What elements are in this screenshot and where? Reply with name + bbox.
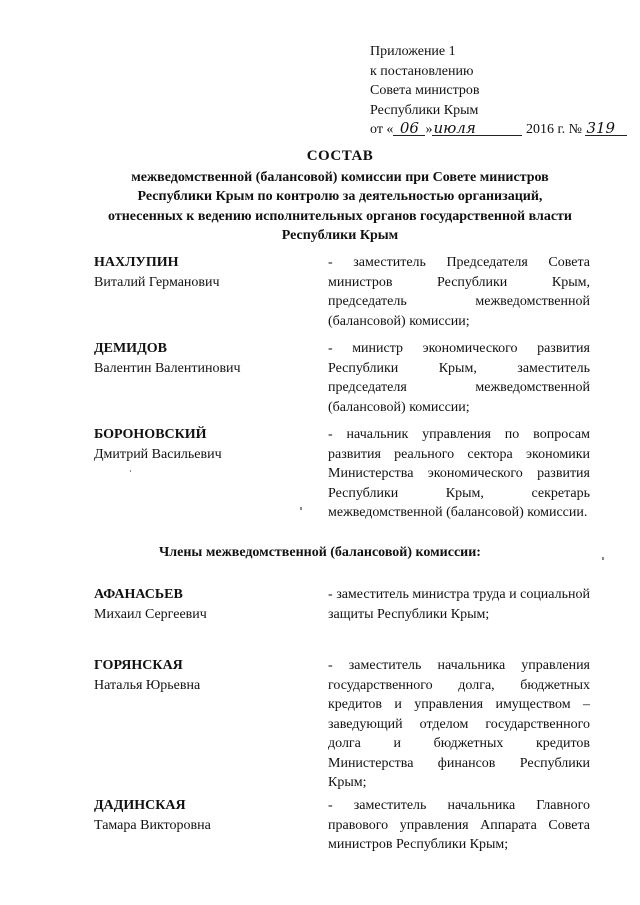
members-heading: Члены межведомственной (балансовой) комиссии: bbox=[159, 545, 481, 560]
date-year: 2016 г. № bbox=[522, 122, 586, 137]
scan-speck bbox=[300, 507, 302, 510]
title-line-3: отнесенных к ведению исполнительных органов государственной власти bbox=[108, 208, 572, 224]
person-role: - заместитель министра труда и социальной защиты Республики Крым; bbox=[328, 587, 590, 622]
date-mid: » bbox=[425, 122, 433, 137]
appendix-header bbox=[370, 42, 620, 140]
appendix-line-3: Совета министров bbox=[370, 83, 480, 98]
person-role: - начальник управления по вопросам развития реального сектора экономики Министерства экономического развития Республики Крым, секретарь межведомственной (балансовой) комиссии. bbox=[328, 427, 590, 520]
title-line-2: Республики Крым по контролю за деятельностью организаций, bbox=[137, 189, 543, 205]
person-surname: АФАНАСЬЕВ bbox=[94, 587, 183, 602]
scan-speck bbox=[602, 557, 604, 560]
person-given-name: Наталья Юрьевна bbox=[94, 677, 201, 693]
person-surname: ДЕМИДОВ bbox=[94, 341, 167, 356]
title-line-1: межведомственной (балансовой) комиссии при Совете министров bbox=[131, 169, 549, 185]
handwritten-doc-number: 319 bbox=[585, 121, 627, 136]
person-given-name: Тамара Викторовна bbox=[94, 817, 211, 833]
title-heading: СОСТАВ bbox=[306, 148, 374, 164]
person-given-name: Дмитрий Васильевич bbox=[94, 446, 222, 462]
person-surname: БОРОНОВСКИЙ bbox=[94, 427, 207, 442]
person-given-name: Михаил Сергеевич bbox=[94, 606, 207, 622]
handwritten-day: 06 bbox=[393, 121, 425, 136]
appendix-line-2: к постановлению bbox=[370, 63, 474, 79]
person-given-name: Валентин Валентинович bbox=[94, 360, 241, 376]
handwritten-month: июля bbox=[432, 121, 522, 136]
person-role: - заместитель начальника Главного правового управления Аппарата Совета министров Республики Крым; bbox=[328, 798, 590, 852]
person-role: - заместитель начальника управления государственного долга, бюджетных кредитов и управления имуществом – заведующий отделом государственного долга и бюджетных кредитов Министерства финансов Республики Крым; bbox=[328, 658, 590, 790]
person-role: - заместитель Председателя Совета министров Республики Крым, председатель межведомственной (балансовой) комиссии; bbox=[328, 255, 590, 329]
document-title bbox=[70, 147, 610, 246]
scan-speck bbox=[130, 470, 131, 472]
appendix-line-1: Приложение 1 bbox=[370, 44, 456, 59]
person-surname: ДАДИНСКАЯ bbox=[94, 798, 186, 813]
person-surname: НАХЛУПИН bbox=[94, 255, 179, 270]
person-given-name: Виталий Германович bbox=[94, 274, 220, 290]
appendix-date-line bbox=[370, 120, 620, 140]
date-prefix: от « bbox=[370, 122, 394, 137]
person-role: - министр экономического развития Республики Крым, заместитель председателя межведомственной (балансовой) комиссии; bbox=[328, 341, 590, 415]
appendix-line-4: Республики Крым bbox=[370, 102, 479, 118]
title-line-4: Республики Крым bbox=[281, 228, 399, 244]
person-surname: ГОРЯНСКАЯ bbox=[94, 658, 183, 673]
